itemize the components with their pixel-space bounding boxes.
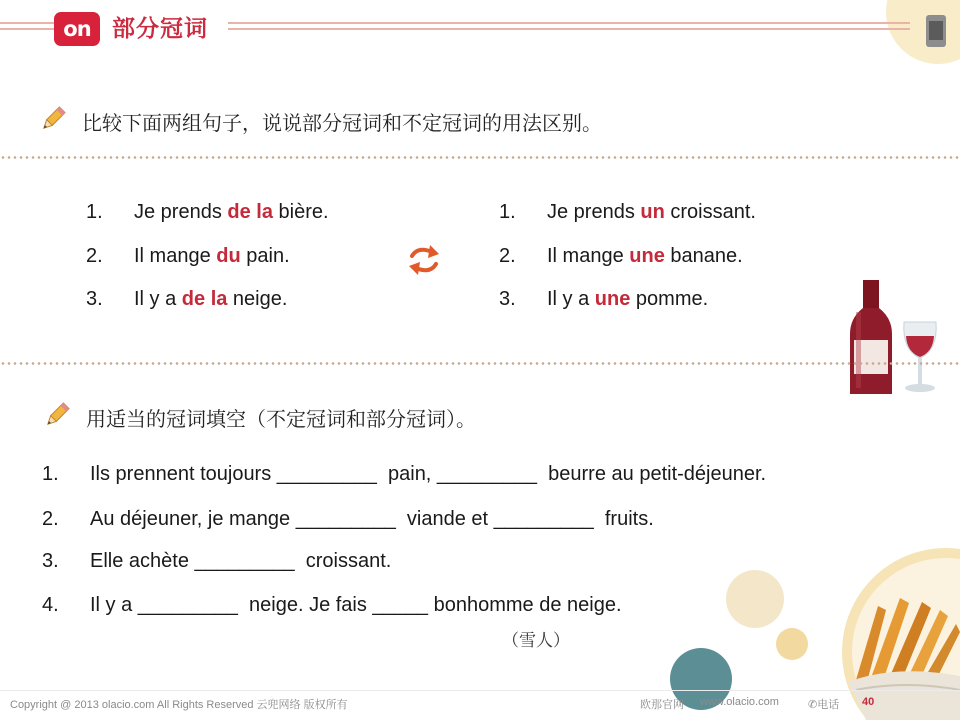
decor-circle: [776, 628, 808, 660]
partitive-article: de la: [227, 201, 273, 223]
header-rule: [228, 28, 910, 30]
header-rule: [0, 28, 54, 30]
example-text: neige.: [227, 288, 288, 310]
site-link[interactable]: www.olacio.com: [700, 696, 779, 708]
example-number: 2.: [499, 245, 516, 267]
header-rule: [228, 22, 910, 24]
exercise-text: Au déjeuner, je mange _________ viande et _________ fruits.: [90, 508, 654, 530]
pastry-image: [826, 540, 960, 720]
page-title: 部分冠词: [112, 16, 208, 42]
partitive-article: de la: [181, 288, 228, 310]
example-text: bière.: [272, 201, 329, 223]
example-number: 2.: [86, 245, 103, 267]
exercise-number: 4.: [42, 594, 59, 616]
example-number: 3.: [499, 288, 516, 310]
wine-bottle-icon: [850, 280, 892, 394]
brand-logo: on: [54, 12, 100, 46]
phone-label: [808, 696, 839, 712]
example-number: 1.: [499, 201, 516, 223]
header-corner-circle: [886, 0, 960, 64]
indefinite-article: une: [594, 288, 631, 310]
section2-prompt: 用适当的冠词填空（不定冠词和部分冠词）。: [86, 407, 476, 431]
exercise-text: Il y a _________ neige. Je fais _____ bonhomme de neige.: [90, 594, 622, 616]
dotted-divider: [0, 362, 960, 365]
section1-prompt: 比较下面两组句子，说说部分冠词和不定冠词的用法区别。: [82, 111, 602, 135]
pencil-icon: [38, 104, 68, 134]
example-text: pain.: [240, 245, 290, 267]
snowman-note: （雪人）: [502, 631, 570, 651]
example-number: 1.: [86, 201, 103, 223]
example-text: Il y a: [547, 288, 595, 310]
example-text: Je prends: [134, 201, 228, 223]
exercise-number: 2.: [42, 508, 59, 530]
indefinite-article: un: [640, 201, 665, 223]
example-text: banane.: [664, 245, 743, 267]
example-text: Il y a: [134, 288, 182, 310]
exercise-text: Elle achète _________ croissant.: [90, 550, 392, 572]
partitive-article: du: [216, 245, 241, 267]
phone-icon: ✆: [808, 699, 818, 711]
footer-rule: [0, 690, 960, 691]
example-text: Il mange: [547, 245, 630, 267]
example-text: Je prends: [547, 201, 641, 223]
phone-icon: [926, 15, 946, 47]
example-text: pomme.: [630, 288, 709, 310]
decor-circle: [726, 570, 784, 628]
example-text: croissant.: [664, 201, 756, 223]
indefinite-article: une: [629, 245, 665, 267]
site-label: 欧那官网: [640, 699, 684, 711]
wine-glass-icon: [904, 322, 936, 392]
swap-arrows-icon: [404, 240, 444, 280]
phone-label-text: 电话: [817, 699, 840, 711]
page-number: 40: [862, 696, 875, 708]
example-text: Il mange: [134, 245, 217, 267]
exercise-number: 3.: [42, 550, 59, 572]
pencil-icon: [42, 400, 72, 430]
header-rule: [0, 22, 54, 24]
copyright-text: Copyright @ 2013 olacio.com All Rights Reserved 云兜网络 版权所有: [10, 699, 348, 711]
dotted-divider: [0, 156, 960, 159]
example-number: 3.: [86, 288, 103, 310]
exercise-number: 1.: [42, 463, 59, 485]
exercise-text: Ils prennent toujours _________ pain, _________ beurre au petit-déjeuner.: [90, 463, 767, 485]
wine-illustration: [846, 278, 946, 398]
